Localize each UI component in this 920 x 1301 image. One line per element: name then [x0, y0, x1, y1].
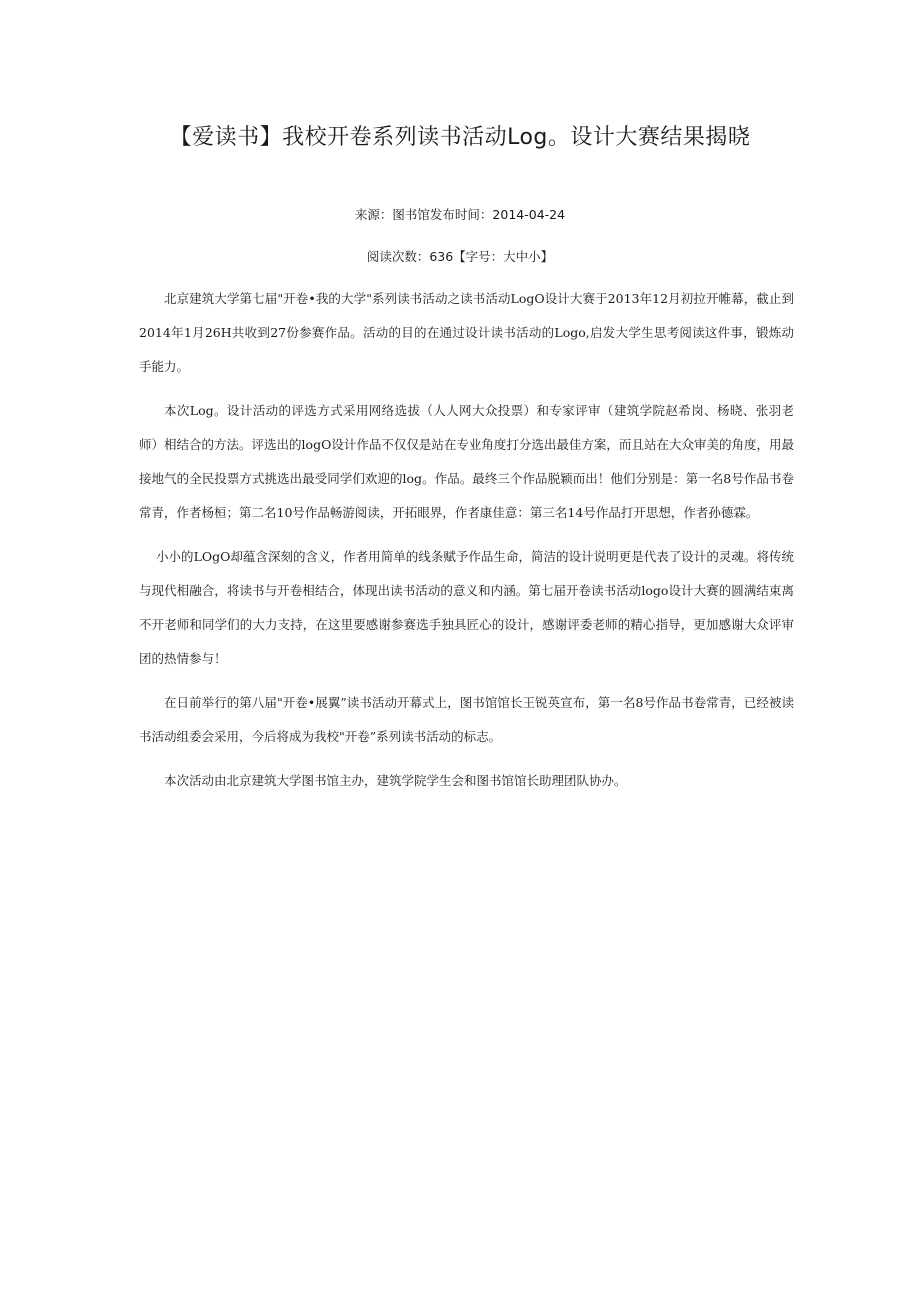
paragraph-organizers: 本次活动由北京建筑大学图书馆主办，建筑学院学生会和图书馆馆长助理团队协办。: [164, 773, 627, 788]
paragraph-adoption: 在日前举行的第八届"开卷•展翼”读书活动开幕式上，图书馆馆长王锐英宣布，第一名8号作品书卷常青，已经被读书活动组委会采用，今后将成为我校"开卷”系列读书活动的标志。: [139, 695, 794, 744]
source-publish-date: 来源：图书馆发布时间：2014-04-24: [354, 207, 566, 222]
paragraph-evaluation: 本次Log。设计活动的评选方式采用网络选拔（人人网大众投票）和专家评审（建筑学院赵希岗、杨晓、张羽老师）相结合的方法。评选出的logO设计作品不仅仅是站在专业角度打分选出最佳方案，而且站在大众审美的角度，用最接地气的全民投票方式挑选出最受同学们欢迎的log。作品。最终三个作品脱颖而出！他们分别是：第一名8号作品书卷常青，作者杨桓；第二名10号作品畅游阅读，开拓眼界，作者康佳意：第三名14号作品打开思想，作者孙德霖。: [139, 403, 794, 520]
paragraph-meaning: 小小的LOgO却蕴含深刻的含义，作者用简单的线条赋予作品生命，简洁的设计说明更是代表了设计的灵魂。将传统与现代相融合，将读书与开卷相结合，体现出读书活动的意义和内涵。第七届开卷读书活动logo设计大赛的圆满结束离不开老师和同学们的大力支持，在这里要感谢参赛选手独具匠心的设计，感谢评委老师的精心指导，更加感谢大众评审团的热情参与！: [139, 549, 794, 666]
article-title: 【爱读书】我校开卷系列读书活动Log。设计大赛结果揭晓: [169, 125, 751, 150]
article-body: [139, 282, 794, 808]
paragraph-intro: 北京建筑大学第七届"开卷•我的大学"系列读书活动之读书活动LogO设计大赛于2013年12月初拉开帷幕，截止到2014年1月26H共收到27份参赛作品。活动的目的在通过设计读书活动的Logo,启发大学生思考阅读这件事，锻炼动手能力。: [139, 291, 794, 374]
read-count-font-size: 阅读次数：636【字号：大中小】: [366, 249, 554, 264]
